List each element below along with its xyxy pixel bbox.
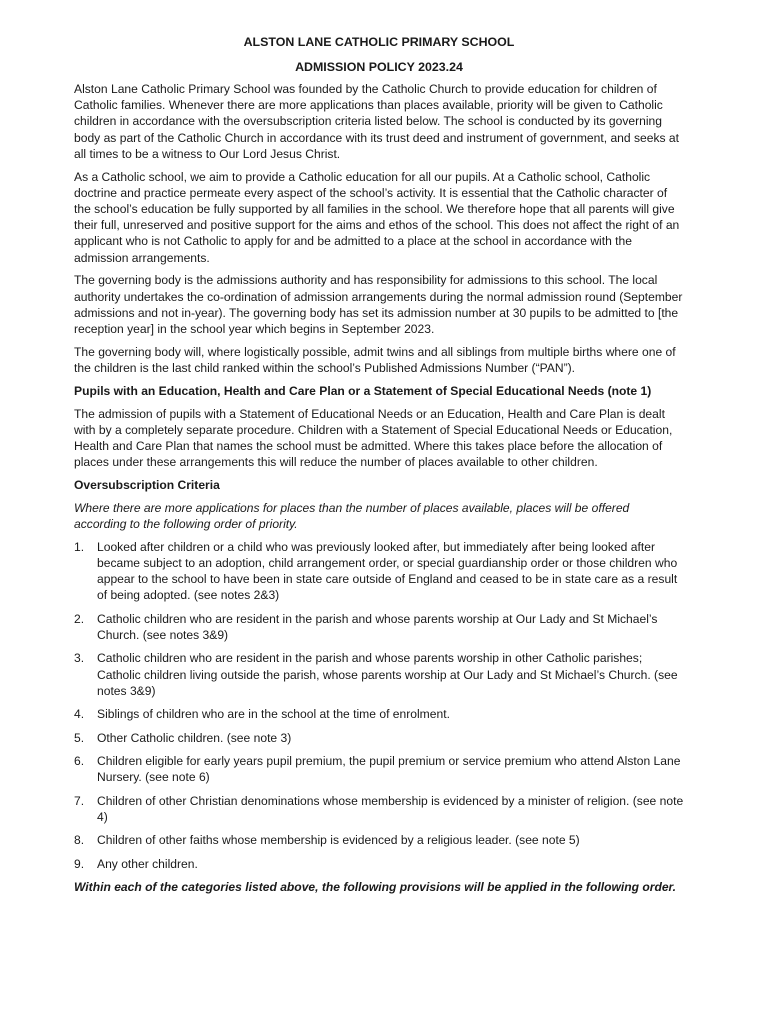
list-item-number: 4. [74,707,85,722]
list-item [74,793,684,825]
list-item [74,832,684,848]
intro-paragraph-4: The governing body will, where logistically possible, admit twins and all siblings from multiple births where one of the children is the last child ranked within the school’s Published Admissions Number (“PAN”). [74,344,676,376]
list-item-number: 1. [74,539,85,554]
list-item-text: Children of other Christian denominations whose membership is evidenced by a minister of religion. (see note 4) [97,793,684,824]
ehcp-paragraph: The admission of pupils with a Statement of Educational Needs or an Education, Health and Care Plan is dealt with by a completely separate procedure. Children with a Statement of Special Educational Needs or Education, Health and Care Plan that names the school must be admitted. Where this takes place before the allocation of places under these arrangements this will reduce the number of places available to other children. [74,406,673,470]
list-item-text: Looked after children or a child who was previously looked after, but immediately after being looked after became subject to an adoption, child arrangement order, or special guardianship order or those children who appear to the school to have been in state care outside of England and ceased to be in state care as a result of being adopted. (see notes 2&3) [97,539,678,603]
list-item-number: 5. [74,730,85,745]
list-item-number: 3. [74,651,85,666]
list-item-text: Catholic children who are resident in the parish and whose parents worship in other Catholic parishes; Catholic children living outside the parish, whose parents worship at Our Lady and St Michael’s Church. (see notes 3&9) [97,651,678,698]
list-item-text: Children of other faiths whose membership is evidenced by a religious leader. (see note 5) [97,833,580,848]
list-item-text: Other Catholic children. (see note 3) [97,730,292,745]
intro-paragraph-3: The governing body is the admissions authority and has responsibility for admissions to this school. The local authority undertakes the co-ordination of admission arrangements during the normal admission round (September admissions and not in-year). The governing body has set its admission number at 30 pupils to be admitted to [the reception year] in the school year which begins in September 2023. [74,273,683,337]
list-item [74,539,684,604]
list-item-text: Any other children. [97,856,198,871]
list-item-text: Children eligible for early years pupil premium, the pupil premium or service premium who attend Alston Lane Nursery. (see note 6) [97,754,681,785]
list-item-number: 6. [74,754,85,768]
ehcp-heading: Pupils with an Education, Health and Care Plan or a Statement of Special Educational Needs (note 1) [74,383,652,398]
list-item-number: 8. [74,833,85,848]
policy-title-heading: ADMISSION POLICY 2023.24 [295,60,463,74]
intro-paragraph-2: As a Catholic school, we aim to provide a Catholic education for all our pupils. At a Catholic school, Catholic doctrine and practice permeate every aspect of the school’s activity. It is essential that the Catholic character of the school’s education be fully supported by all families in the school. We therefore hope that all parents will give their full, unreserved and positive support for the aims and ethos of the school. This does not affect the right of an applicant who is not Catholic to apply for and be admitted to a place at the school in accordance with the admission arrangements. [74,169,680,265]
closing-provisions-note: Within each of the categories listed above, the following provisions will be applied in the following order. [74,879,676,894]
list-item-number: 7. [74,793,85,808]
oversubscription-intro: Where there are more applications for places than the number of places available, places will be offered according to the following order of priority. [74,500,630,532]
list-item-number: 2. [74,611,85,626]
list-item [74,650,684,699]
list-item [74,730,684,746]
list-item-text: Catholic children who are resident in the parish and whose parents worship at Our Lady and St Michael’s Church. (see notes 3&9) [97,611,658,643]
list-item [74,706,684,722]
oversubscription-heading: Oversubscription Criteria [74,478,220,493]
document-page [74,34,684,902]
criteria-list [74,539,684,872]
intro-paragraph-1: Alston Lane Catholic Primary School was founded by the Catholic Church to provide education for children of Catholic families. Whenever there are more applications than places available, priority will be given to Catholic children in accordance with the oversubscription criteria listed below. The school is conducted by its governing body as part of the Catholic Church in accordance with its trust deed and instrument of government, and seeks at all times to be a witness to Our Lord Jesus Christ. [74,82,680,161]
list-item [74,753,684,785]
list-item [74,856,684,872]
list-item [74,611,684,643]
list-item-text: Siblings of children who are in the school at the time of enrolment. [97,707,450,722]
school-name-heading: ALSTON LANE CATHOLIC PRIMARY SCHOOL [243,35,515,49]
list-item-number: 9. [74,856,85,871]
